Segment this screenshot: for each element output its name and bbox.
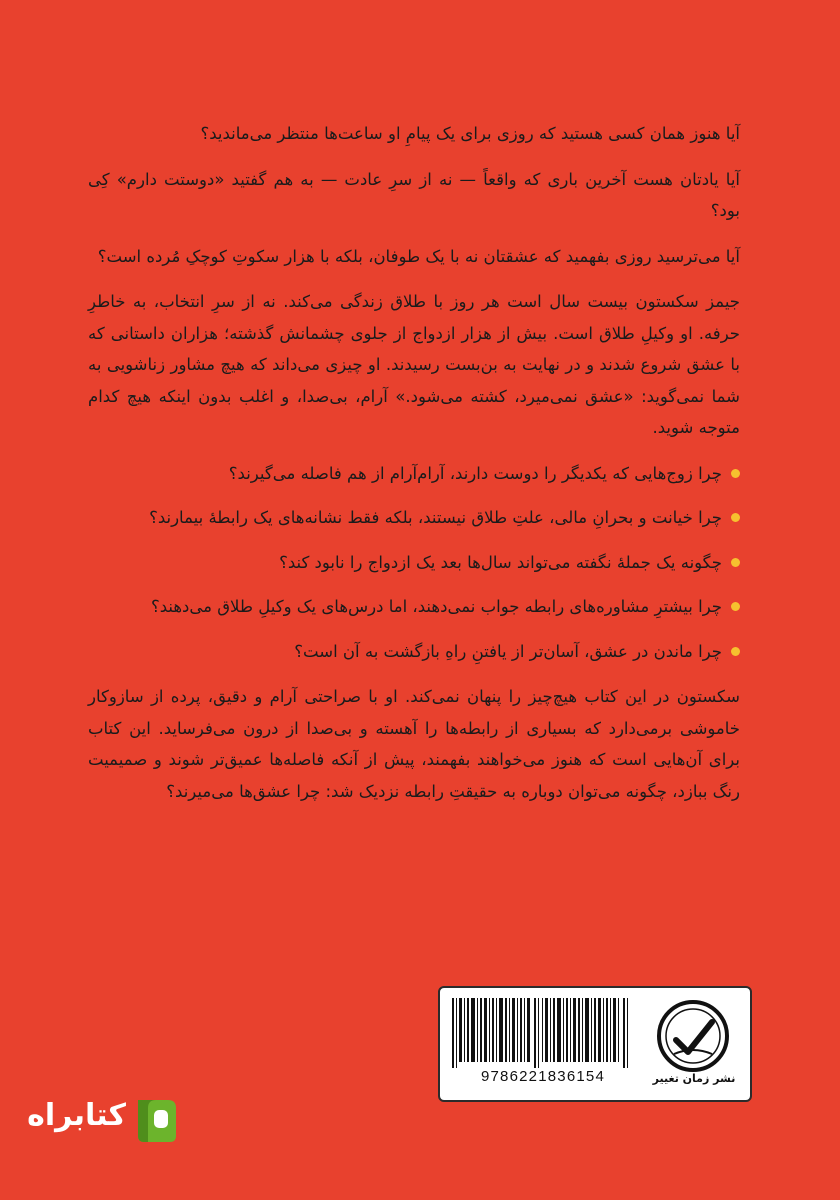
list-item	[88, 458, 740, 490]
description-text-block	[88, 118, 740, 821]
author-paragraph: جیمز سکستون بیست سال است هر روز با طلاق زندگی می‌کند. نه از سرِ انتخاب، به خاطرِ حرفه. او وکیلِ طلاق است. بیش از هزار ازدواج از جلوی چشمانش گذشته؛ هزاران داستانی که با عشق شروع شدند و در نهایت به بن‌بست رسیدند. او چیزی می‌داند که هیچ مشاور زناشویی به شما نمی‌گوید: «عشق نمی‌میرد، کشته می‌شود.» آرام، بی‌صدا، و اغلب بدون اینکه هیچ کدام متوجه شوید.	[88, 292, 740, 437]
list-item-text: چرا بیشترِ مشاوره‌های رابطه جواب نمی‌دهند، اما درس‌های یک وکیلِ طلاق می‌دهند؟	[150, 597, 722, 616]
bullet-dot-icon	[731, 558, 740, 567]
bullet-dot-icon	[731, 602, 740, 611]
list-item	[88, 547, 740, 579]
bullet-dot-icon	[731, 647, 740, 656]
list-item-text: چرا زوج‌هایی که یکدیگر را دوست دارند، آرام‌آرام از هم فاصله می‌گیرند؟	[228, 463, 722, 483]
barcode-icon	[452, 998, 630, 1068]
question-list	[88, 458, 740, 668]
intro-question-1: آیا هنوز همان کسی هستید که روزی برای یک پیامِ او ساعت‌ها منتظر می‌ماندید؟	[200, 124, 740, 143]
barcode-panel	[438, 986, 752, 1102]
closing-paragraph: سکستون در این کتاب هیچ‌چیز را پنهان نمی‌کند. او با صراحتی آرام و دقیق، پرده از سازوکار خاموشی برمی‌دارد که بسیاری از رابطه‌ها را آهسته و بی‌صدا از درون می‌فرساید. این کتاب برای آن‌هایی است که هنوز می‌خواهند بفهمند، پیش از آنکه فاصله‌ها عمیق‌تر شوند و صمیمیت رنگ ببازد، چگونه می‌توان دوباره به حقیقتِ رابطه نزدیک شد: چرا عشق‌ها می‌میرند؟	[88, 687, 740, 801]
publisher-name: نشر زمان تغییر	[652, 1072, 736, 1085]
intro-question-3: آیا می‌ترسید روزی بفهمید که عشقتان نه با یک طوفان، بلکه با هزار سکوتِ کوچکِ مُرده است؟	[97, 246, 740, 266]
intro-question-2: آیا یادتان هست آخرین باری که واقعاً — نه از سرِ عادت — به هم گفتید «دوستت دارم» کِی بود؟	[88, 169, 740, 220]
list-item	[88, 591, 740, 623]
green-book-icon	[132, 1096, 180, 1146]
store-name: کتابراه	[27, 1098, 126, 1133]
bullet-dot-icon	[731, 513, 740, 522]
store-logo	[27, 1094, 180, 1154]
isbn-number: 9786221836154	[480, 1068, 606, 1085]
list-item-text: چرا ماندن در عشق، آسان‌تر از یافتنِ راهِ بازگشت به آن است؟	[294, 641, 722, 661]
list-item	[88, 502, 740, 534]
list-item-text: چرا خیانت و بحرانِ مالی، علتِ طلاق نیستند، بلکه فقط نشانه‌های یک رابطهٔ بیمارند؟	[149, 508, 722, 527]
bullet-dot-icon	[731, 469, 740, 478]
list-item-text: چگونه یک جملهٔ نگفته می‌تواند سال‌ها بعد یک ازدواج را نابود کند؟	[279, 552, 722, 572]
list-item	[88, 636, 740, 668]
